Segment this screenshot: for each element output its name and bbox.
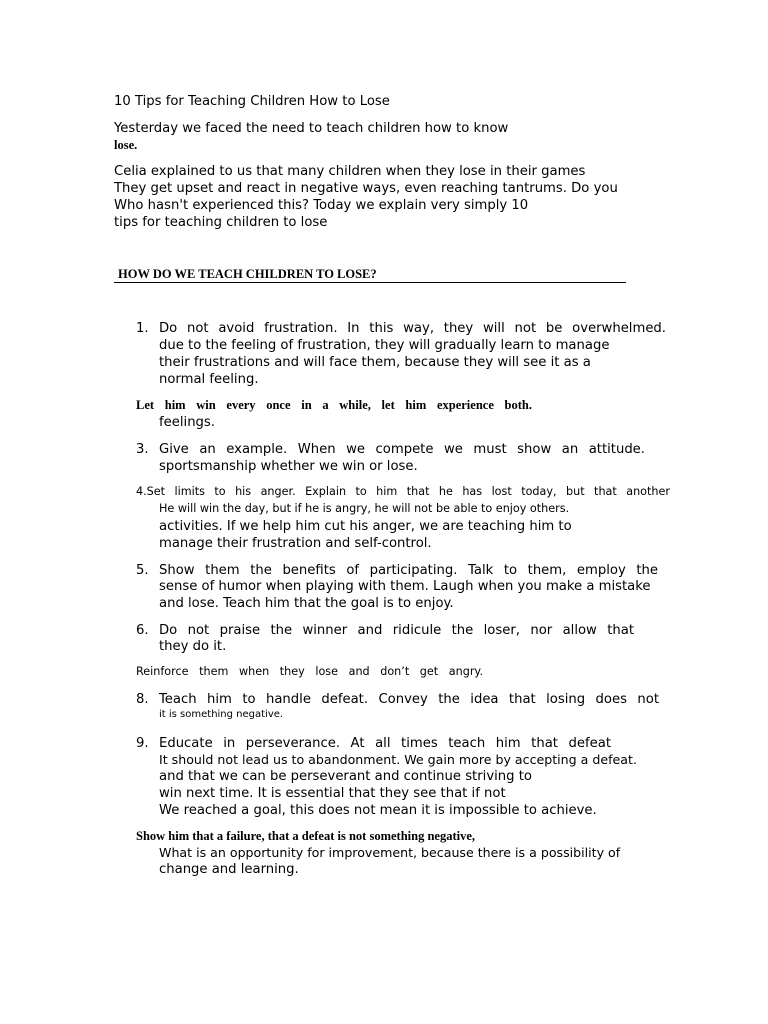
tip-line: activities. If we help him cut his anger, we are teaching him to <box>159 519 572 534</box>
tip-line: their frustrations and will face them, because they will see it as a <box>159 355 591 370</box>
intro-paragraph-line: Celia explained to us that many children when they lose in their games <box>114 164 586 179</box>
tip-number: 8. <box>136 692 149 707</box>
tip-line: It should not lead us to abandonment. We gain more by accepting a defeat. <box>159 752 637 767</box>
tip-line: Give an example. When we compete we must show an attitude. <box>159 442 645 457</box>
tip-number: 5. <box>136 563 149 578</box>
document-title: 10 Tips for Teaching Children How to Lose <box>114 94 390 109</box>
intro-line: lose. <box>114 138 138 152</box>
tip-line: We reached a goal, this does not mean it is impossible to achieve. <box>159 803 597 818</box>
tip-line: What is an opportunity for improvement, because there is a possibility of <box>159 845 621 860</box>
tip-line: win next time. It is essential that they see that if not <box>159 786 506 801</box>
tip-line: 4.Set limits to his anger. Explain to him that he has lost today, but that another <box>136 485 670 498</box>
tip-line: Do not praise the winner and ridicule the loser, nor allow that <box>159 623 634 638</box>
tip-line: Teach him to handle defeat. Convey the idea that losing does not <box>159 692 659 707</box>
tip-line: Show them the benefits of participating. Talk to them, employ the <box>159 563 658 578</box>
tip-line: sportsmanship whether we win or lose. <box>159 459 418 474</box>
tip-line: feelings. <box>159 415 215 430</box>
tip-line: they do it. <box>159 639 227 654</box>
tip-line: it is something negative. <box>159 709 284 720</box>
tip-number: 1. <box>136 321 149 336</box>
tip-line: Show him that a failure, that a defeat is not something negative, <box>136 829 476 843</box>
intro-paragraph-line: tips for teaching children to lose <box>114 215 328 230</box>
tip-number: 6. <box>136 623 149 638</box>
intro-line: Yesterday we faced the need to teach children how to know <box>114 121 509 136</box>
intro-paragraph-line: Who hasn't experienced this? Today we explain very simply 10 <box>114 198 529 213</box>
tip-line: change and learning. <box>159 862 299 877</box>
tip-line: sense of humor when playing with them. Laugh when you make a mistake <box>159 579 651 594</box>
tip-line: manage their frustration and self-control. <box>159 536 432 551</box>
tip-line: Let him win every once in a while, let him experience both. <box>136 398 532 412</box>
tip-line: and lose. Teach him that the goal is to enjoy. <box>159 596 454 611</box>
intro-paragraph-line: They get upset and react in negative ways, even reaching tantrums. Do you <box>114 181 618 196</box>
tip-number: 3. <box>136 442 149 457</box>
tip-line: He will win the day, but if he is angry, he will not be able to enjoy others. <box>159 502 570 515</box>
tip-line: Educate in perseverance. At all times teach him that defeat <box>159 736 611 751</box>
tip-line: and that we can be perseverant and continue striving to <box>159 769 532 784</box>
tip-line: Reinforce them when they lose and don’t get angry. <box>136 665 483 678</box>
tip-line: normal feeling. <box>159 372 259 387</box>
section-heading: HOW DO WE TEACH CHILDREN TO LOSE? <box>114 267 626 283</box>
tip-line: due to the feeling of frustration, they will gradually learn to manage <box>159 338 610 353</box>
tip-number: 9. <box>136 736 149 751</box>
tip-line: Do not avoid frustration. In this way, they will not be overwhelmed. <box>159 321 666 336</box>
